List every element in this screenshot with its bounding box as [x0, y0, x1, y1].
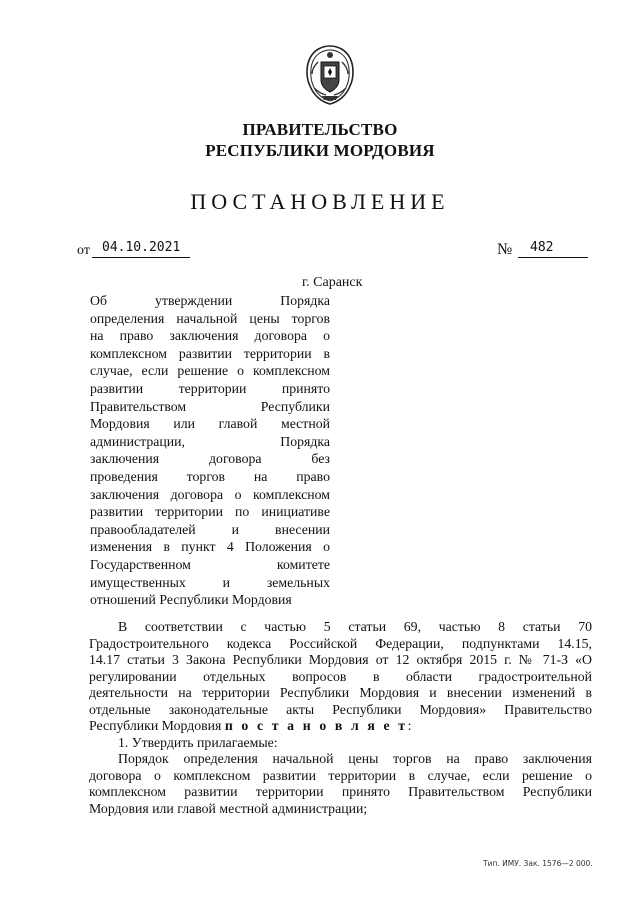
subject-line: имущественных и земельных [90, 574, 330, 590]
subject-line: изменения в пункт 4 Положения о [90, 539, 330, 555]
body-line: регулировании отдельных вопросов в области градостроительной [89, 668, 592, 684]
subject-line: Правительством Республики [90, 398, 330, 414]
body-line-resolves [89, 718, 592, 735]
item-1-line: Порядок определения начальной цены торгов на право заключения [118, 751, 592, 766]
government-title-line2: РЕСПУБЛИКИ МОРДОВИЯ [205, 141, 435, 160]
item-1-line: комплексном развитии территории принято Правительством Республики [89, 784, 592, 799]
city-name: г. Саранск [302, 275, 363, 290]
date-prefix: от [77, 243, 90, 258]
subject-line: Об утверждении Порядка [90, 293, 330, 308]
subject-line: на право заключения договора о [90, 328, 330, 344]
resolves-word: п о с т а н о в л я е т [224, 718, 408, 733]
subject-line: случае, если решение о комплексном [90, 363, 330, 379]
subject-line: Государственном комитете [90, 556, 330, 572]
subject-line: заключения договора без [90, 451, 330, 467]
body-line: Республики Мордовия [89, 718, 222, 733]
document-body [89, 619, 592, 817]
body-line: 14.17 статьи 3 Закона Республики Мордовия от 12 октября 2015 г. № 71-З «О [89, 652, 592, 667]
body-line: деятельности на территории Республики Мордовия и внесении изменений в [89, 685, 592, 700]
subject-line: Мордовия или главой местной [90, 416, 330, 432]
document-date: 04.10.2021 [92, 240, 190, 258]
item-1-line: договора о комплексном развитии территории в случае, если решение о [89, 767, 592, 783]
resolves-colon: : [407, 718, 412, 733]
document-type-title: ПОСТАНОВЛЕНИЕ [190, 189, 450, 214]
government-title-line1: ПРАВИТЕЛЬСТВО [242, 120, 398, 139]
subject-line: комплексном развитии территории в [90, 345, 330, 361]
body-line: отдельные законодательные акты Республики Мордовия» Правительство [89, 701, 592, 717]
subject-line: определения начальной цены торгов [90, 310, 330, 326]
item-1-line: Мордовия или главой местной администрации; [89, 800, 368, 816]
subject-line: развитии территории по инициативе [90, 504, 330, 520]
subject-line: отношений Республики Мордовия [90, 592, 292, 608]
subject-line: развитии территории принято [90, 380, 330, 396]
subject-line: администрации, Порядка [90, 433, 330, 449]
body-line: В соответствии с частью 5 статьи 69, частью 8 статьи 70 [118, 619, 592, 634]
document-subject [90, 292, 330, 609]
subject-line: проведения торгов на право [90, 468, 330, 484]
body-line: Градостроительного кодекса Российской Федерации, подпунктами 14.15, [89, 635, 592, 651]
number-prefix: № [497, 241, 513, 258]
printing-mark: Тип. ИМУ. Зак. 1576—2 000. [483, 859, 593, 868]
item-1-heading: 1. Утвердить прилагаемые: [118, 734, 278, 750]
coat-of-arms-emblem [304, 44, 356, 106]
subject-line: правообладателей и внесении [90, 521, 330, 537]
subject-line: заключения договора о комплексном [90, 486, 330, 502]
document-number: 482 [518, 240, 588, 258]
